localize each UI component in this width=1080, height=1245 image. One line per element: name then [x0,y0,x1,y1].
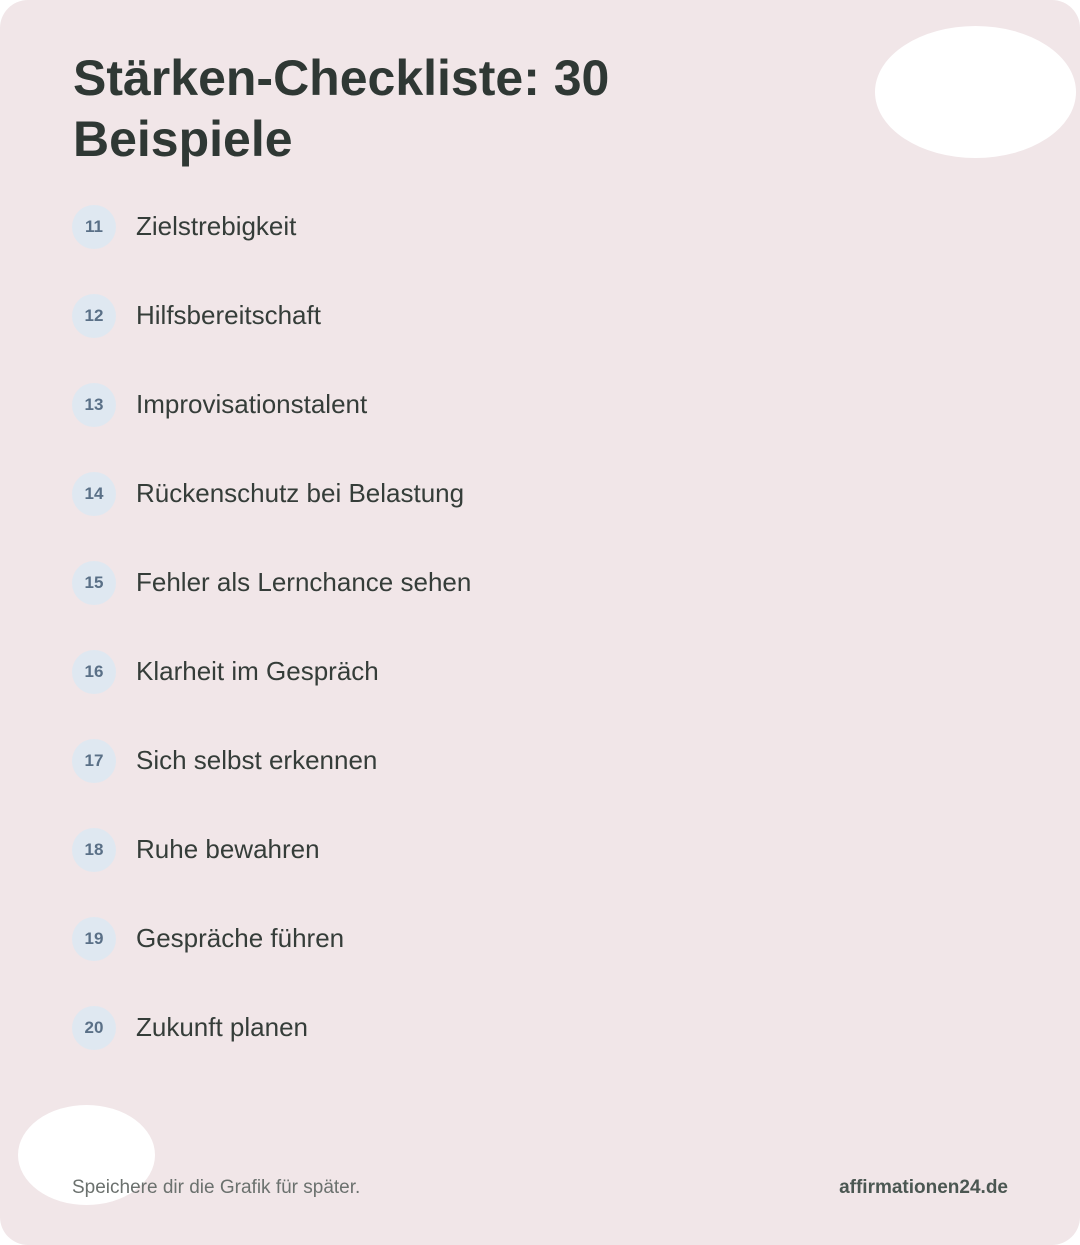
item-label: Fehler als Lernchance sehen [136,567,472,597]
list-item [72,471,471,516]
list-item [72,560,471,605]
item-number-badge: 13 [72,383,116,427]
item-label: Zukunft planen [136,1012,309,1042]
item-number-badge: 20 [72,1006,116,1050]
footer-save-note: Speichere dir die Grafik für später. [72,1177,361,1198]
item-number-badge: 18 [72,828,116,872]
item-number-badge: 15 [72,561,116,605]
item-label: Zielstrebigkeit [136,211,297,241]
item-label: Gespräche führen [136,923,345,953]
item-number-badge: 11 [72,205,116,249]
strengths-list [72,204,471,1094]
item-number-badge: 19 [72,917,116,961]
item-label: Sich selbst erkennen [136,745,378,775]
list-item [72,649,471,694]
footer-brand: affirmationen24.de [839,1177,1008,1198]
list-item [72,293,471,338]
item-number-badge: 12 [72,294,116,338]
decorative-blob-top [875,26,1076,158]
item-number-badge: 16 [72,650,116,694]
list-item [72,916,471,961]
item-label: Hilfsbereitschaft [136,300,321,330]
list-item [72,1005,471,1050]
item-number-badge: 17 [72,739,116,783]
item-label: Improvisationstalent [136,389,368,419]
item-label: Klarheit im Gespräch [136,656,379,686]
list-item [72,204,471,249]
page-title: Stärken-Checkliste: 30 Beispiele [73,50,610,167]
list-item [72,738,471,783]
item-number-badge: 14 [72,472,116,516]
list-item [72,827,471,872]
item-label: Ruhe bewahren [136,834,320,864]
item-label: Rückenschutz bei Belastung [136,478,465,508]
list-item [72,382,471,427]
